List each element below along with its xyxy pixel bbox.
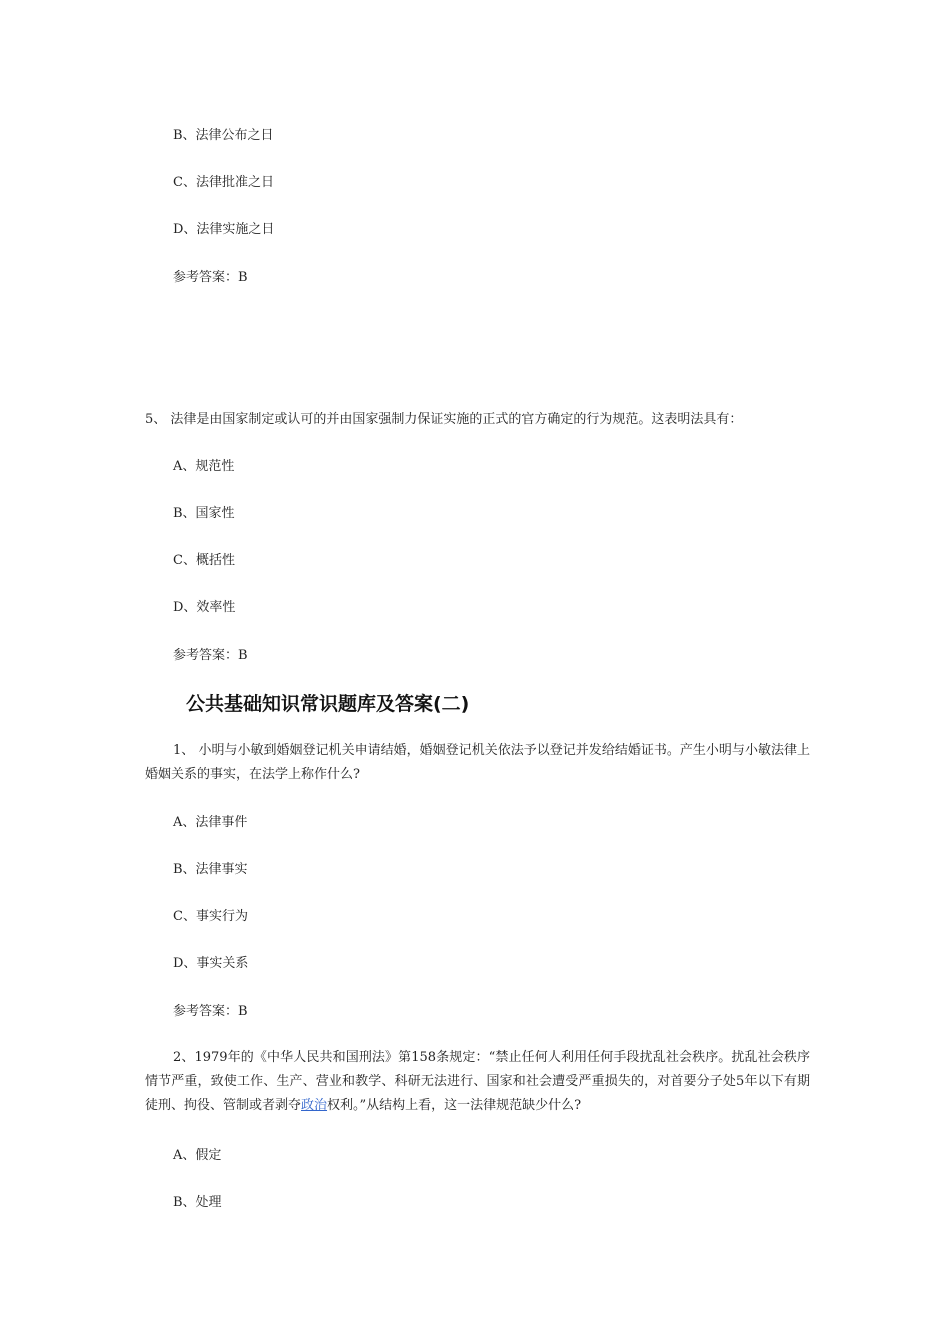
q5-option-b: B、国家性 <box>173 506 235 521</box>
q4-answer: 参考答案：B <box>173 270 248 285</box>
s2q1-option-b: B、法律事实 <box>173 862 248 877</box>
politics-link[interactable]: 政治 <box>301 1098 328 1113</box>
q4-option-c: C、法律批准之日 <box>173 175 274 190</box>
s2q1-option-a: A、法律事件 <box>173 815 248 830</box>
s2q2-question <box>145 1046 810 1118</box>
s2q1-option-c: C、事实行为 <box>173 909 248 924</box>
q5-option-a: A、规范性 <box>173 459 235 474</box>
q5-question: 5、 法律是由国家制定或认可的并由国家强制力保证实施的正式的官方确定的行为规范。这表明法具有： <box>145 412 743 427</box>
s2q1-question: 1、 小明与小敏到婚姻登记机关申请结婚，婚姻登记机关依法予以登记并发给结婚证书。产生小明与小敏法律上婚姻关系的事实，在法学上称作什么? <box>145 743 810 782</box>
q4-option-d: D、法律实施之日 <box>173 222 275 237</box>
s2q2-question-text: 2、1979年的《中华人民共和国刑法》第158条规定：“禁止任何人利用任何手段扰乱社会秩序。扰乱社会秩序情节严重，致使工作、生产、营业和教学、科研无法进行、国家和社会遭受严重损失的，对首要分子处5年以下有期徒刑、拘役、管制或者剥夺 <box>145 1050 810 1113</box>
q4-option-b: B、法律公布之日 <box>173 128 274 143</box>
s2q2-option-a: A、假定 <box>173 1148 222 1163</box>
s2q1-option-d: D、事实关系 <box>173 956 249 971</box>
q5-option-c: C、概括性 <box>173 553 235 568</box>
section-heading: 公共基础知识常识题库及答案(二) <box>186 693 470 715</box>
q5-option-d: D、效率性 <box>173 600 236 615</box>
s2q2-question-text-end: 权利。”从结构上看，这一法律规范缺少什么? <box>327 1098 582 1113</box>
s2q1-answer: 参考答案：B <box>173 1004 248 1019</box>
q5-answer: 参考答案：B <box>173 648 248 663</box>
s2q2-option-b: B、处理 <box>173 1195 222 1210</box>
